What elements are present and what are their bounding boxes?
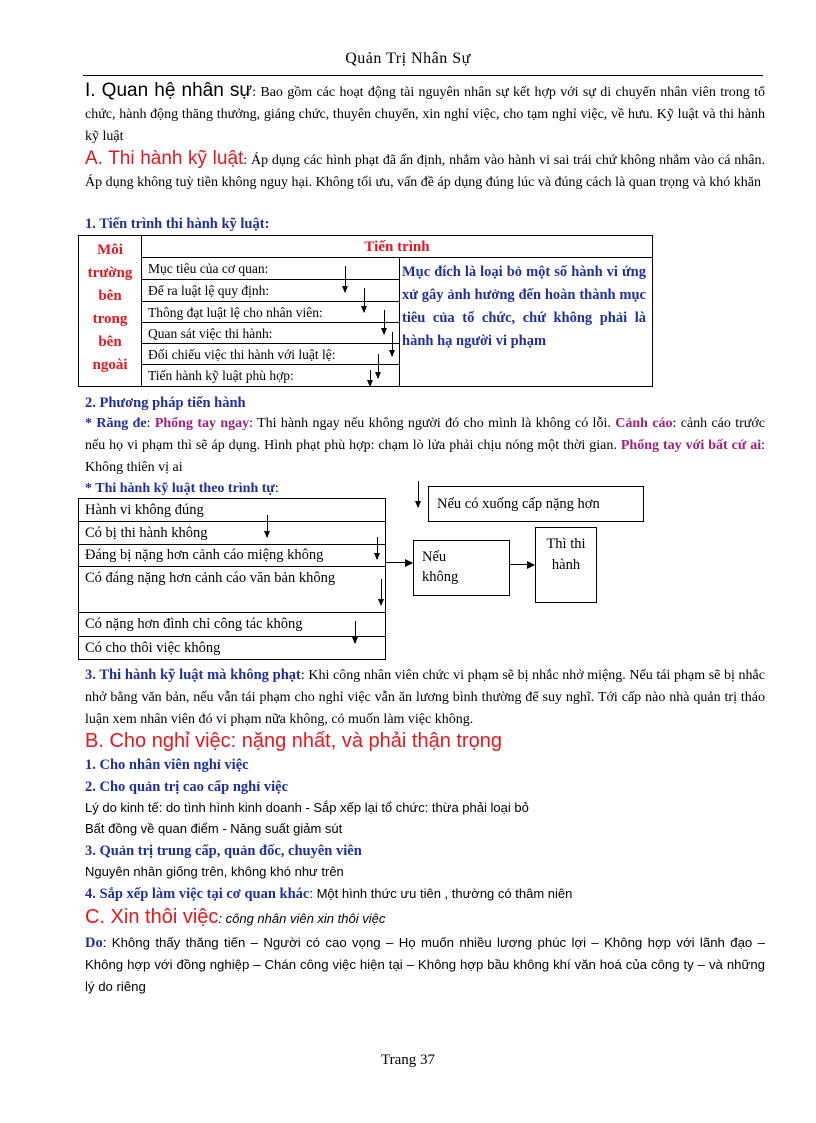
sub1-title: 1. Tiến trình thi hành kỹ luật: [85, 216, 270, 232]
section-a-title: A. Thi hành kỹ luật [85, 148, 244, 169]
arrow-down-icon [378, 354, 379, 378]
arrow-down-icon [381, 579, 382, 605]
process-purpose: Mục đích là loại bỏ một số hành vi ứng xử gây ảnh hưởng đến hoàn thành mục tiêu của tổ chức, chứ không phải là hành hạ người vi phạm [402, 264, 646, 349]
section-i-paragraph [85, 80, 765, 148]
methods-paragraph: * Răng đe: Phổng tay ngay: Thi hành ngay nếu không người đó cho mình là không có lỗi. Cảnh cáo: cảnh cáo trước nếu họ vi phạm thì sẽ áp dụng. Hình phạt phù hợp: chạm lò lửa phải chịu nóng một thời gian. Phổng tay với bất cứ ai: Không thiên vị ai [85, 416, 766, 475]
section-b-line3: Nguyên nhân giống trên, không khó như trên [85, 864, 344, 879]
sequence-title-colon: : [274, 481, 279, 496]
process-step: Để ra luật lệ quy định: [142, 280, 399, 302]
sequence-step: Đáng bị nặng hơn cảnh cáo miệng không [79, 545, 385, 567]
hot-stove-term: Phổng tay ngay [154, 416, 250, 431]
section-c-reasons [85, 932, 765, 998]
sub2-title: 2. Phương pháp tiến hành [85, 395, 246, 411]
arrow-down-icon [355, 621, 356, 643]
process-step: Tiến hành kỹ luật phù hợp: [148, 368, 294, 383]
consistency-term: Phổng tay với bất cứ ai [620, 438, 762, 453]
process-step: Đối chiếu việc thi hành với luật lệ: [142, 344, 399, 365]
section-b-title: B. Cho nghỉ việc: nặng nhất, và phải thận trọng [85, 730, 502, 752]
arrow-right-icon [510, 564, 534, 565]
section-b-item1: 1. Cho nhân viên nghỉ việc [85, 757, 249, 773]
process-step: Mục tiêu của cơ quan: [142, 258, 399, 280]
section-b-item4-line [85, 883, 765, 906]
sequence-step: Có bị thi hành không [79, 522, 385, 545]
sequence-step: Có đáng nặng hơn cảnh cáo văn bản không [79, 567, 385, 613]
arrow-down-icon [345, 266, 346, 292]
section-b-line4: : Một hình thức ưu tiên , thường có thâm niên [309, 886, 573, 901]
process-step: Quan sát việc thi hành: [142, 323, 399, 344]
process-steps [142, 258, 400, 386]
environment-label: Môi trường bên trong bên ngoài [87, 242, 133, 373]
sequence-steps [78, 498, 386, 660]
sub3-text: : Khi công nhân viên chức vi phạm sẽ bị nhắc nhở miệng. Nếu tái phạm sẽ bị nhắc nhở bằng văn bản, nếu vẫn tái phạm cho nghỉ việc vẫn ăn lương bình thường để suy nghĩ. Tới cấp nào nhà quản trị thảo luận xem nhân viên đó vi phạm nữa không, có muốn làm việc không. [85, 668, 765, 727]
arrow-down-icon [267, 515, 268, 537]
process-step: Thông đạt luật lệ cho nhân viên: [142, 302, 399, 323]
arrow-down-icon [377, 537, 378, 559]
sub3-title: 3. Thi hành kỹ luật mà không phạt [85, 667, 301, 683]
section-b-item3: 3. Quản trị trung cấp, quản đốc, chuyên viên [85, 843, 362, 859]
sequence-step: Có nặng hơn đình chỉ công tác không [79, 613, 385, 637]
process-table [78, 235, 653, 387]
section-c-do-label: Do [85, 935, 103, 951]
deterrence-label: * Răng đe [85, 416, 147, 431]
if-no-label: Nếu không [422, 549, 459, 585]
section-c-heading [85, 906, 765, 931]
arrow-down-icon [370, 370, 371, 386]
section-b-item4: 4. Sắp xếp làm việc tại cơ quan khác [85, 886, 310, 902]
escalate-box: Nếu có xuống cấp nặng hơn [428, 486, 644, 522]
arrow-down-icon [392, 332, 393, 356]
execute-label: Thì thi hành [546, 536, 586, 573]
section-b-line1: Lý do kinh tế: do tình hình kinh doanh - Sắp xếp lại tổ chức: thừa phải loại bỏ [85, 800, 529, 815]
arrow-right-icon [386, 562, 412, 563]
consistency-text: : Không thiên vị ai [85, 438, 766, 475]
section-b-item2: 2. Cho quản trị cao cấp nghỉ việc [85, 779, 289, 795]
section-a-paragraph [85, 148, 765, 194]
section-i-text: : Bao gồm các hoạt động tài nguyên nhân sự kết hợp với sự di chuyển nhân viên trong tổ chức, hành động thăng thưởng, giáng chức, thuyên chuyển, xin nghỉ việc, cho tạm nghỉ việc, về hưu. Kỹ luật và thi hành kỹ luật [85, 85, 765, 144]
page-number: Trang 37 [380, 1052, 436, 1068]
execute-box [535, 527, 597, 603]
arrow-down-icon [384, 310, 385, 334]
section-a-text: : Áp dụng các hình phạt đã ấn định, nhắm vào hành vi sai trái chứ không nhắm vào cá nhân. Áp dụng không tuỳ tiền không nguy hại. Không tối ưu, vấn đề áp dụng đúng lúc và đúng cách là quan trọng và khó khăn [85, 153, 765, 190]
if-no-box [413, 540, 510, 596]
arrow-down-icon [364, 288, 365, 312]
environment-column [79, 236, 142, 386]
process-header: Tiến trình [142, 236, 652, 258]
sequence-title-line [85, 478, 765, 500]
sub3-paragraph [85, 664, 765, 731]
sequence-step: Có cho thôi việc không [85, 640, 221, 656]
arrow-down-icon [418, 481, 419, 507]
section-c-do-text: : Không thấy thăng tiến – Người có cao vọng – Họ muốn nhiều lương phúc lợi – Không hợp với lãnh đạo – Không hợp với đồng nghiệp – Chán công việc hiện tại – Không hợp bầu không khí văn hoá của công ty – và những lý do riêng [85, 935, 765, 994]
warning-text: : cảnh cáo trước nếu họ vi phạm thì sẽ áp dụng. Hình phạt phù hợp: chạm lò lửa phải chịu nóng một thời gian. [85, 416, 765, 453]
sequence-title: * Thi hành kỹ luật theo trình tự [85, 481, 275, 496]
page-header: Quản Trị Nhân Sự [345, 50, 471, 67]
section-c-subtitle: : công nhân viên xin thôi việc [218, 911, 386, 926]
section-c-title: C. Xin thôi việc [85, 906, 219, 928]
section-i-title: I. Quan hệ nhân sự [85, 80, 253, 101]
header-rule [83, 75, 763, 76]
warning-term: Cảnh cáo [615, 416, 673, 431]
sequence-step: Hành vi không đúng [79, 499, 385, 522]
section-b-line2: Bất đồng về quan điểm - Năng suất giảm sút [85, 821, 343, 836]
hot-stove-text: : Thi hành ngay nếu không người đó cho mình là không có lỗi. [249, 416, 611, 431]
